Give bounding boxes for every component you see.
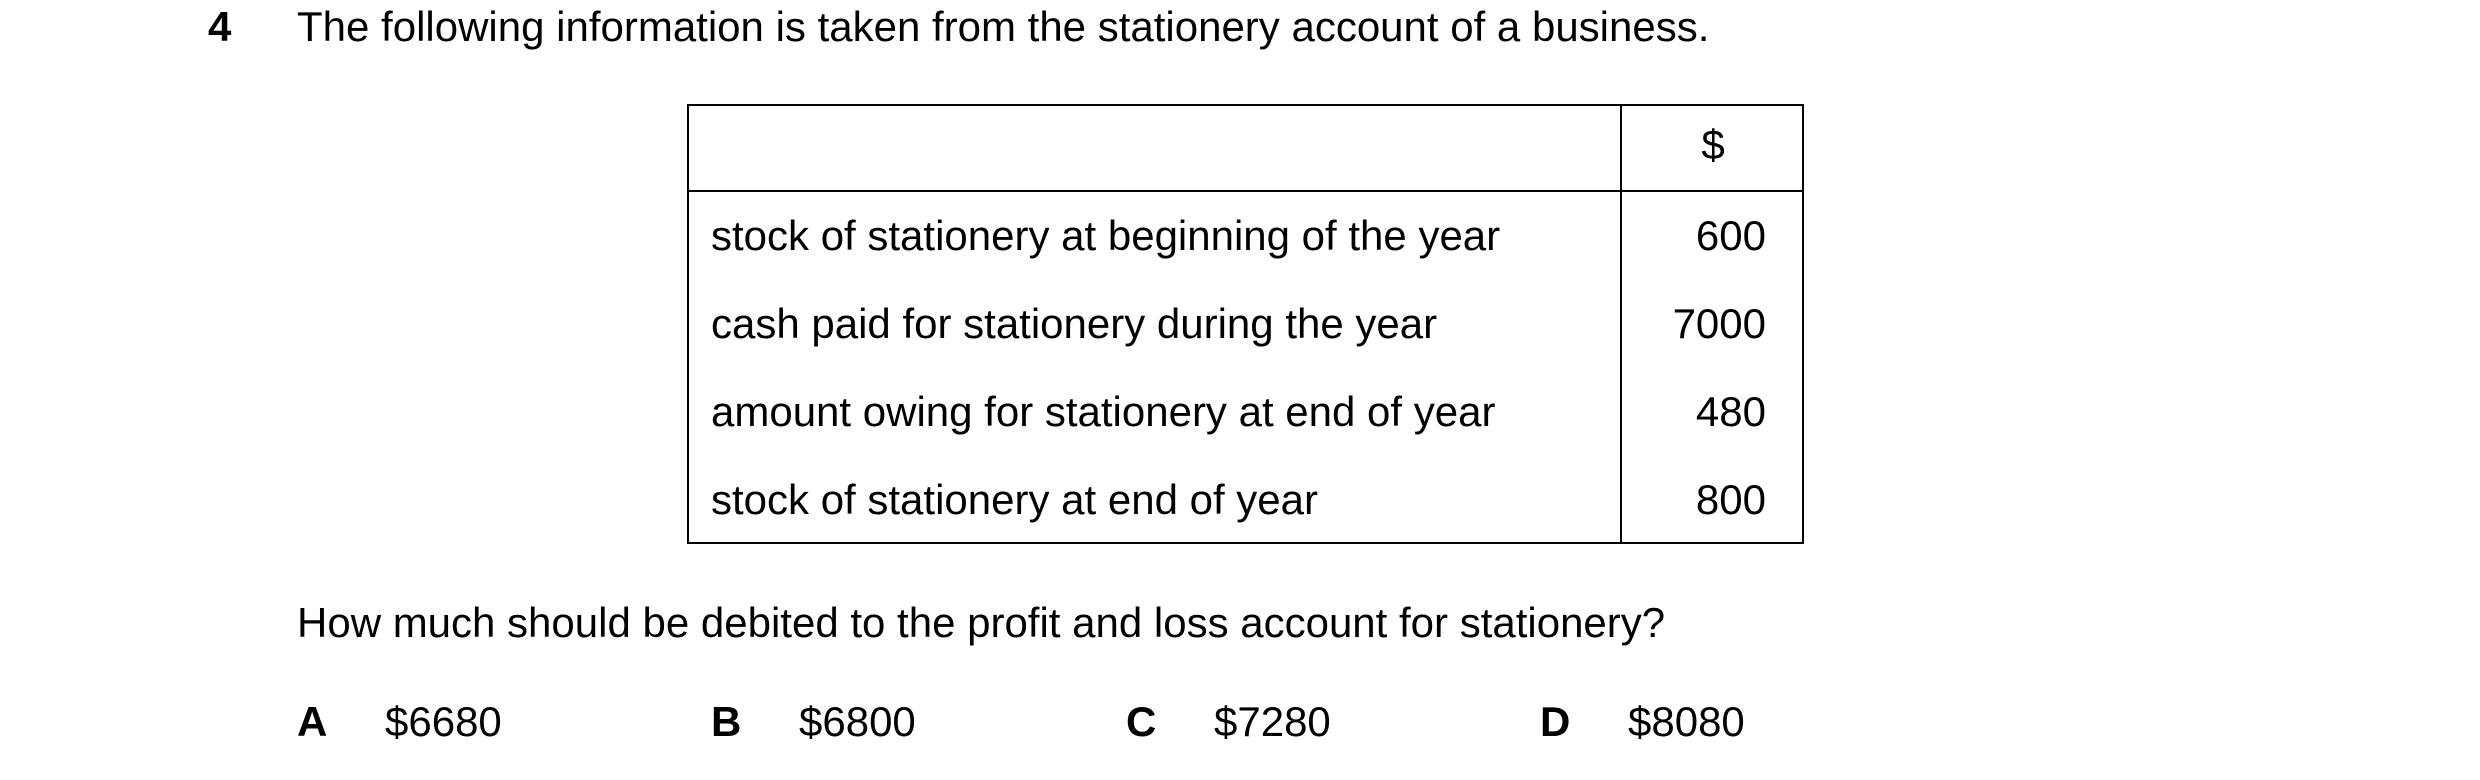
table-row <box>689 192 1802 280</box>
option-letter: A <box>297 698 328 745</box>
option-value: $6680 <box>385 698 502 745</box>
option-letter: B <box>711 698 742 745</box>
row-label: cash paid for stationery during the year <box>711 300 1438 347</box>
question-stem: The following information is taken from the stationery account of a business. <box>297 3 1710 50</box>
table-row <box>689 368 1802 456</box>
row-label: amount owing for stationery at end of year <box>711 388 1496 435</box>
table-row <box>689 456 1802 544</box>
row-label: stock of stationery at end of year <box>711 476 1318 523</box>
option-value: $8080 <box>1628 698 1745 745</box>
question-number: 4 <box>208 3 232 50</box>
option-value: $7280 <box>1214 698 1331 745</box>
row-value: 480 <box>1695 388 1766 435</box>
stationery-account-table <box>687 104 1804 544</box>
row-label: stock of stationery at beginning of the year <box>711 212 1501 259</box>
table-row <box>689 280 1802 368</box>
question-prompt: How much should be debited to the profit and loss account for stationery? <box>297 599 1666 646</box>
currency-header: $ <box>1701 121 1725 168</box>
option-letter: D <box>1540 698 1571 745</box>
row-value: 600 <box>1695 212 1766 259</box>
row-value: 800 <box>1695 476 1766 523</box>
row-value: 7000 <box>1672 300 1766 347</box>
option-letter: C <box>1126 698 1157 745</box>
option-value: $6800 <box>799 698 916 745</box>
